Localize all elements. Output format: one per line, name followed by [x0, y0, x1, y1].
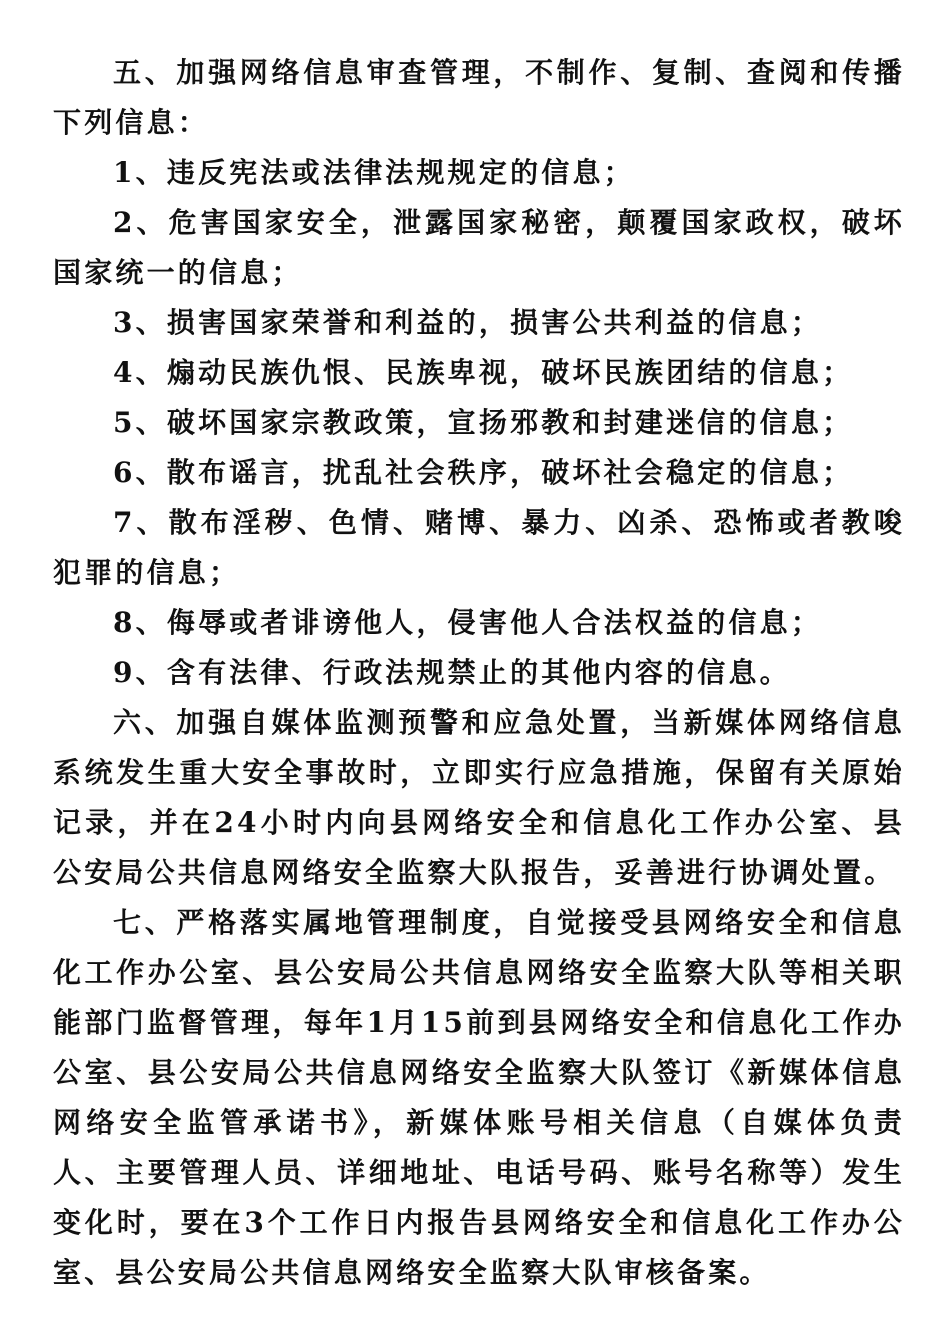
list-item-4: 4、煽动民族仇恨、民族卑视，破坏民族团结的信息； — [113, 356, 854, 389]
list-item-7: 7、散布淫秽、色情、赌博、暴力、凶杀、恐怖或者教唆犯罪的信息； — [53, 506, 905, 589]
list-item-9: 9、含有法律、行政法规禁止的其他内容的信息。 — [113, 656, 791, 689]
paragraph-section-6: 六、加强自媒体监测预警和应急处置，当新媒体网络信息系统发生重大安全事故时，立即实行应急措施，保留有关原始记录，并在24小时内向县网络安全和信息化工作办公室、县公安局公共信息网络安全监察大队报告，妥善进行协调处置。 — [53, 706, 905, 889]
paragraph-section-7: 七、严格落实属地管理制度，自觉接受县网络安全和信息化工作办公室、县公安局公共信息网络安全监察大队等相关职能部门监督管理，每年1月15前到县网络安全和信息化工作办公室、县公安局公共信息网络安全监察大队签订《新媒体信息网络安全监管承诺书》，新媒体账号相关信息（自媒体负责人、主要管理人员、详细地址、电话号码、账号名称等）发生变化时，要在3个工作日内报告县网络安全和信息化工作办公室、县公安局公共信息网络安全监察大队审核备案。 — [53, 906, 905, 1289]
paragraph-section-5-intro: 五、加强网络信息审查管理，不制作、复制、查阅和传播下列信息： — [53, 56, 905, 139]
list-item-5: 5、破坏国家宗教政策，宣扬邪教和封建迷信的信息； — [113, 406, 854, 439]
list-item-2: 2、危害国家安全，泄露国家秘密，颠覆国家政权，破坏国家统一的信息； — [53, 206, 905, 289]
document-body — [53, 48, 905, 1298]
list-item-1: 1、违反宪法或法律法规规定的信息； — [113, 156, 635, 189]
list-item-6: 6、散布谣言，扰乱社会秩序，破坏社会稳定的信息； — [113, 456, 854, 489]
list-item-8: 8、侮辱或者诽谤他人，侵害他人合法权益的信息； — [113, 606, 823, 639]
list-item-3: 3、损害国家荣誉和利益的，损害公共利益的信息； — [113, 306, 823, 339]
